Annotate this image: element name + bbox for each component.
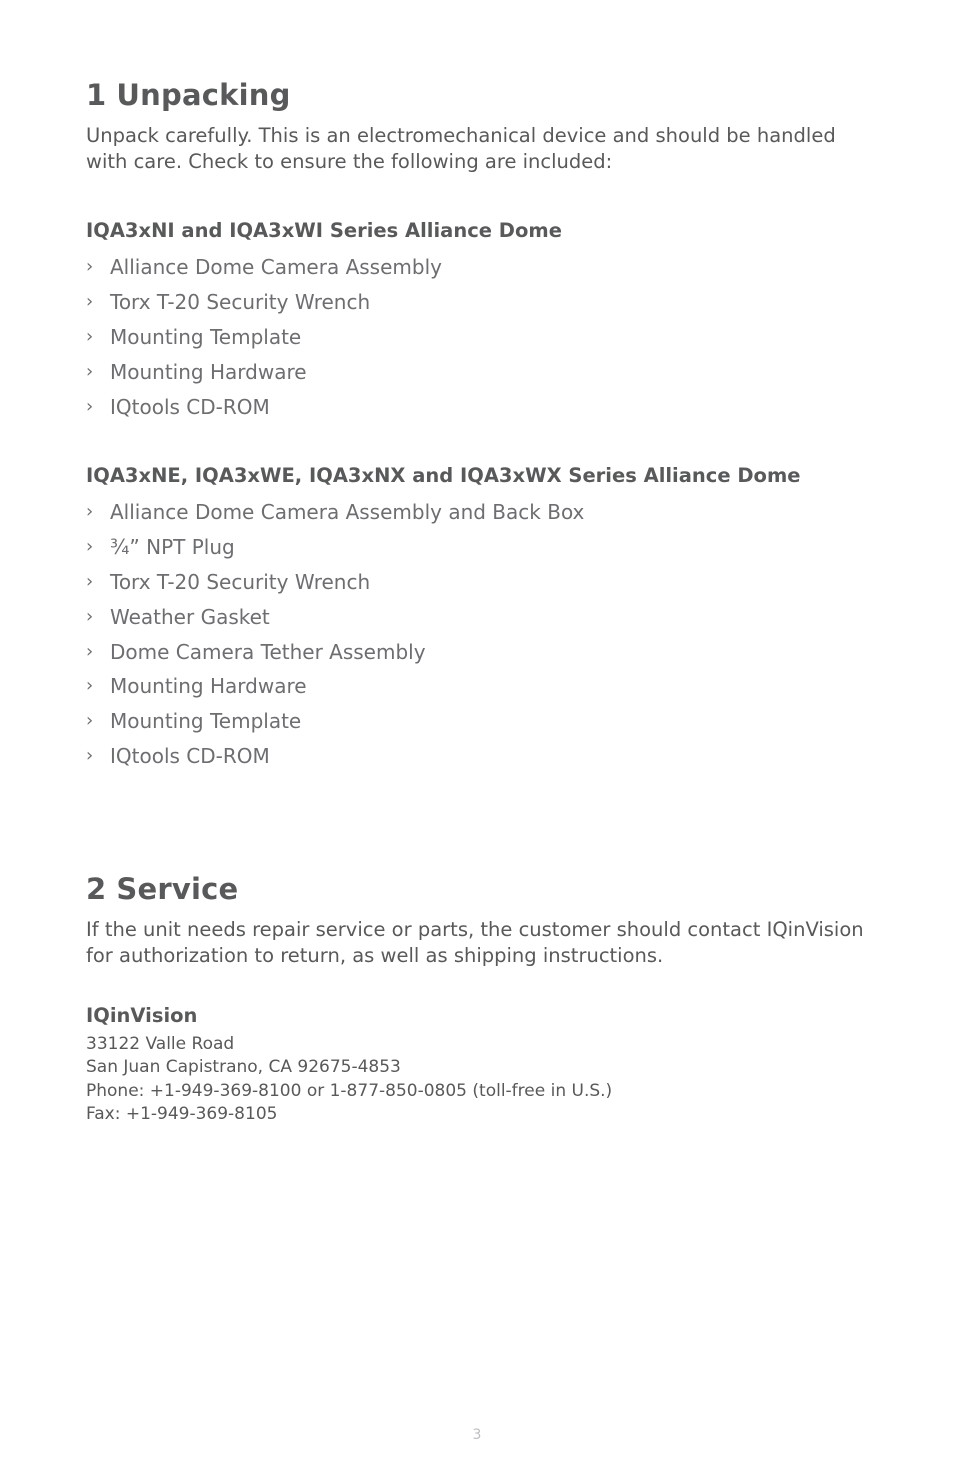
service-intro: If the unit needs repair service or parts, the customer should contact IQinVision for authorization to return, as well as shipping instructions. [86,918,864,967]
chevron-right-icon: › [86,640,94,662]
group-heading-ni-wi: IQA3xNI and IQA3xWI Series Alliance Dome [86,219,562,242]
section-title-text: Service [116,872,239,906]
chevron-right-icon: › [86,325,94,347]
chevron-right-icon: › [86,256,94,277]
page-number: 3 [472,1427,482,1443]
section-title-service [86,872,238,906]
list-item: › ¾” NPT Plug [86,530,584,565]
list-item: › Mounting Template [86,320,442,355]
address-city: San Juan Capistrano, CA 92675-4853 [86,1057,401,1078]
address-street: 33122 Valle Road [86,1034,235,1054]
section-title-unpacking [86,78,291,112]
list-item: › Torx T-20 Security Wrench [86,285,442,320]
list-item: › Alliance Dome Camera Assembly [86,250,442,285]
chevron-right-icon: › [86,395,94,417]
unpacking-intro: Unpack carefully. This is an electromechanical device and should be handled with care. Check to ensure the following are included: [86,124,836,173]
list-item: › Torx T-20 Security Wrench [86,565,584,600]
contents-list-ni-wi [86,250,442,424]
list-item: › Alliance Dome Camera Assembly and Back Box [86,495,584,530]
list-item: › Mounting Hardware [86,355,442,390]
list-item: › IQtools CD-ROM [86,390,442,425]
address-phone: Phone: +1-949-369-8100 or 1-877-850-0805 (toll-free in U.S.) [86,1080,613,1101]
chevron-right-icon: › [86,570,94,592]
section-title-text: Unpacking [116,78,291,112]
group-heading-ne-we-nx-wx: IQA3xNE, IQA3xWE, IQA3xNX and IQA3xWX Series Alliance Dome [86,464,801,487]
address-fax: Fax: +1-949-369-8105 [86,1103,278,1124]
section-number: 2 [86,872,107,906]
chevron-right-icon: › [86,360,94,382]
company-name: IQinVision [86,1004,198,1027]
list-item: › IQtools CD-ROM [86,739,584,774]
contents-list-ne-we-nx-wx [86,495,584,774]
chevron-right-icon: › [86,710,94,732]
chevron-right-icon: › [86,745,94,767]
chevron-right-icon: › [86,605,94,627]
list-item: › Mounting Hardware [86,669,584,704]
list-item: › Mounting Template [86,704,584,739]
chevron-right-icon: › [86,501,94,522]
list-item: › Dome Camera Tether Assembly [86,635,584,670]
chevron-right-icon: › [86,290,94,312]
chevron-right-icon: › [86,675,94,697]
company-address [86,1033,612,1126]
section-number: 1 [86,78,107,112]
chevron-right-icon: › [86,535,94,557]
list-item: › Weather Gasket [86,600,584,635]
